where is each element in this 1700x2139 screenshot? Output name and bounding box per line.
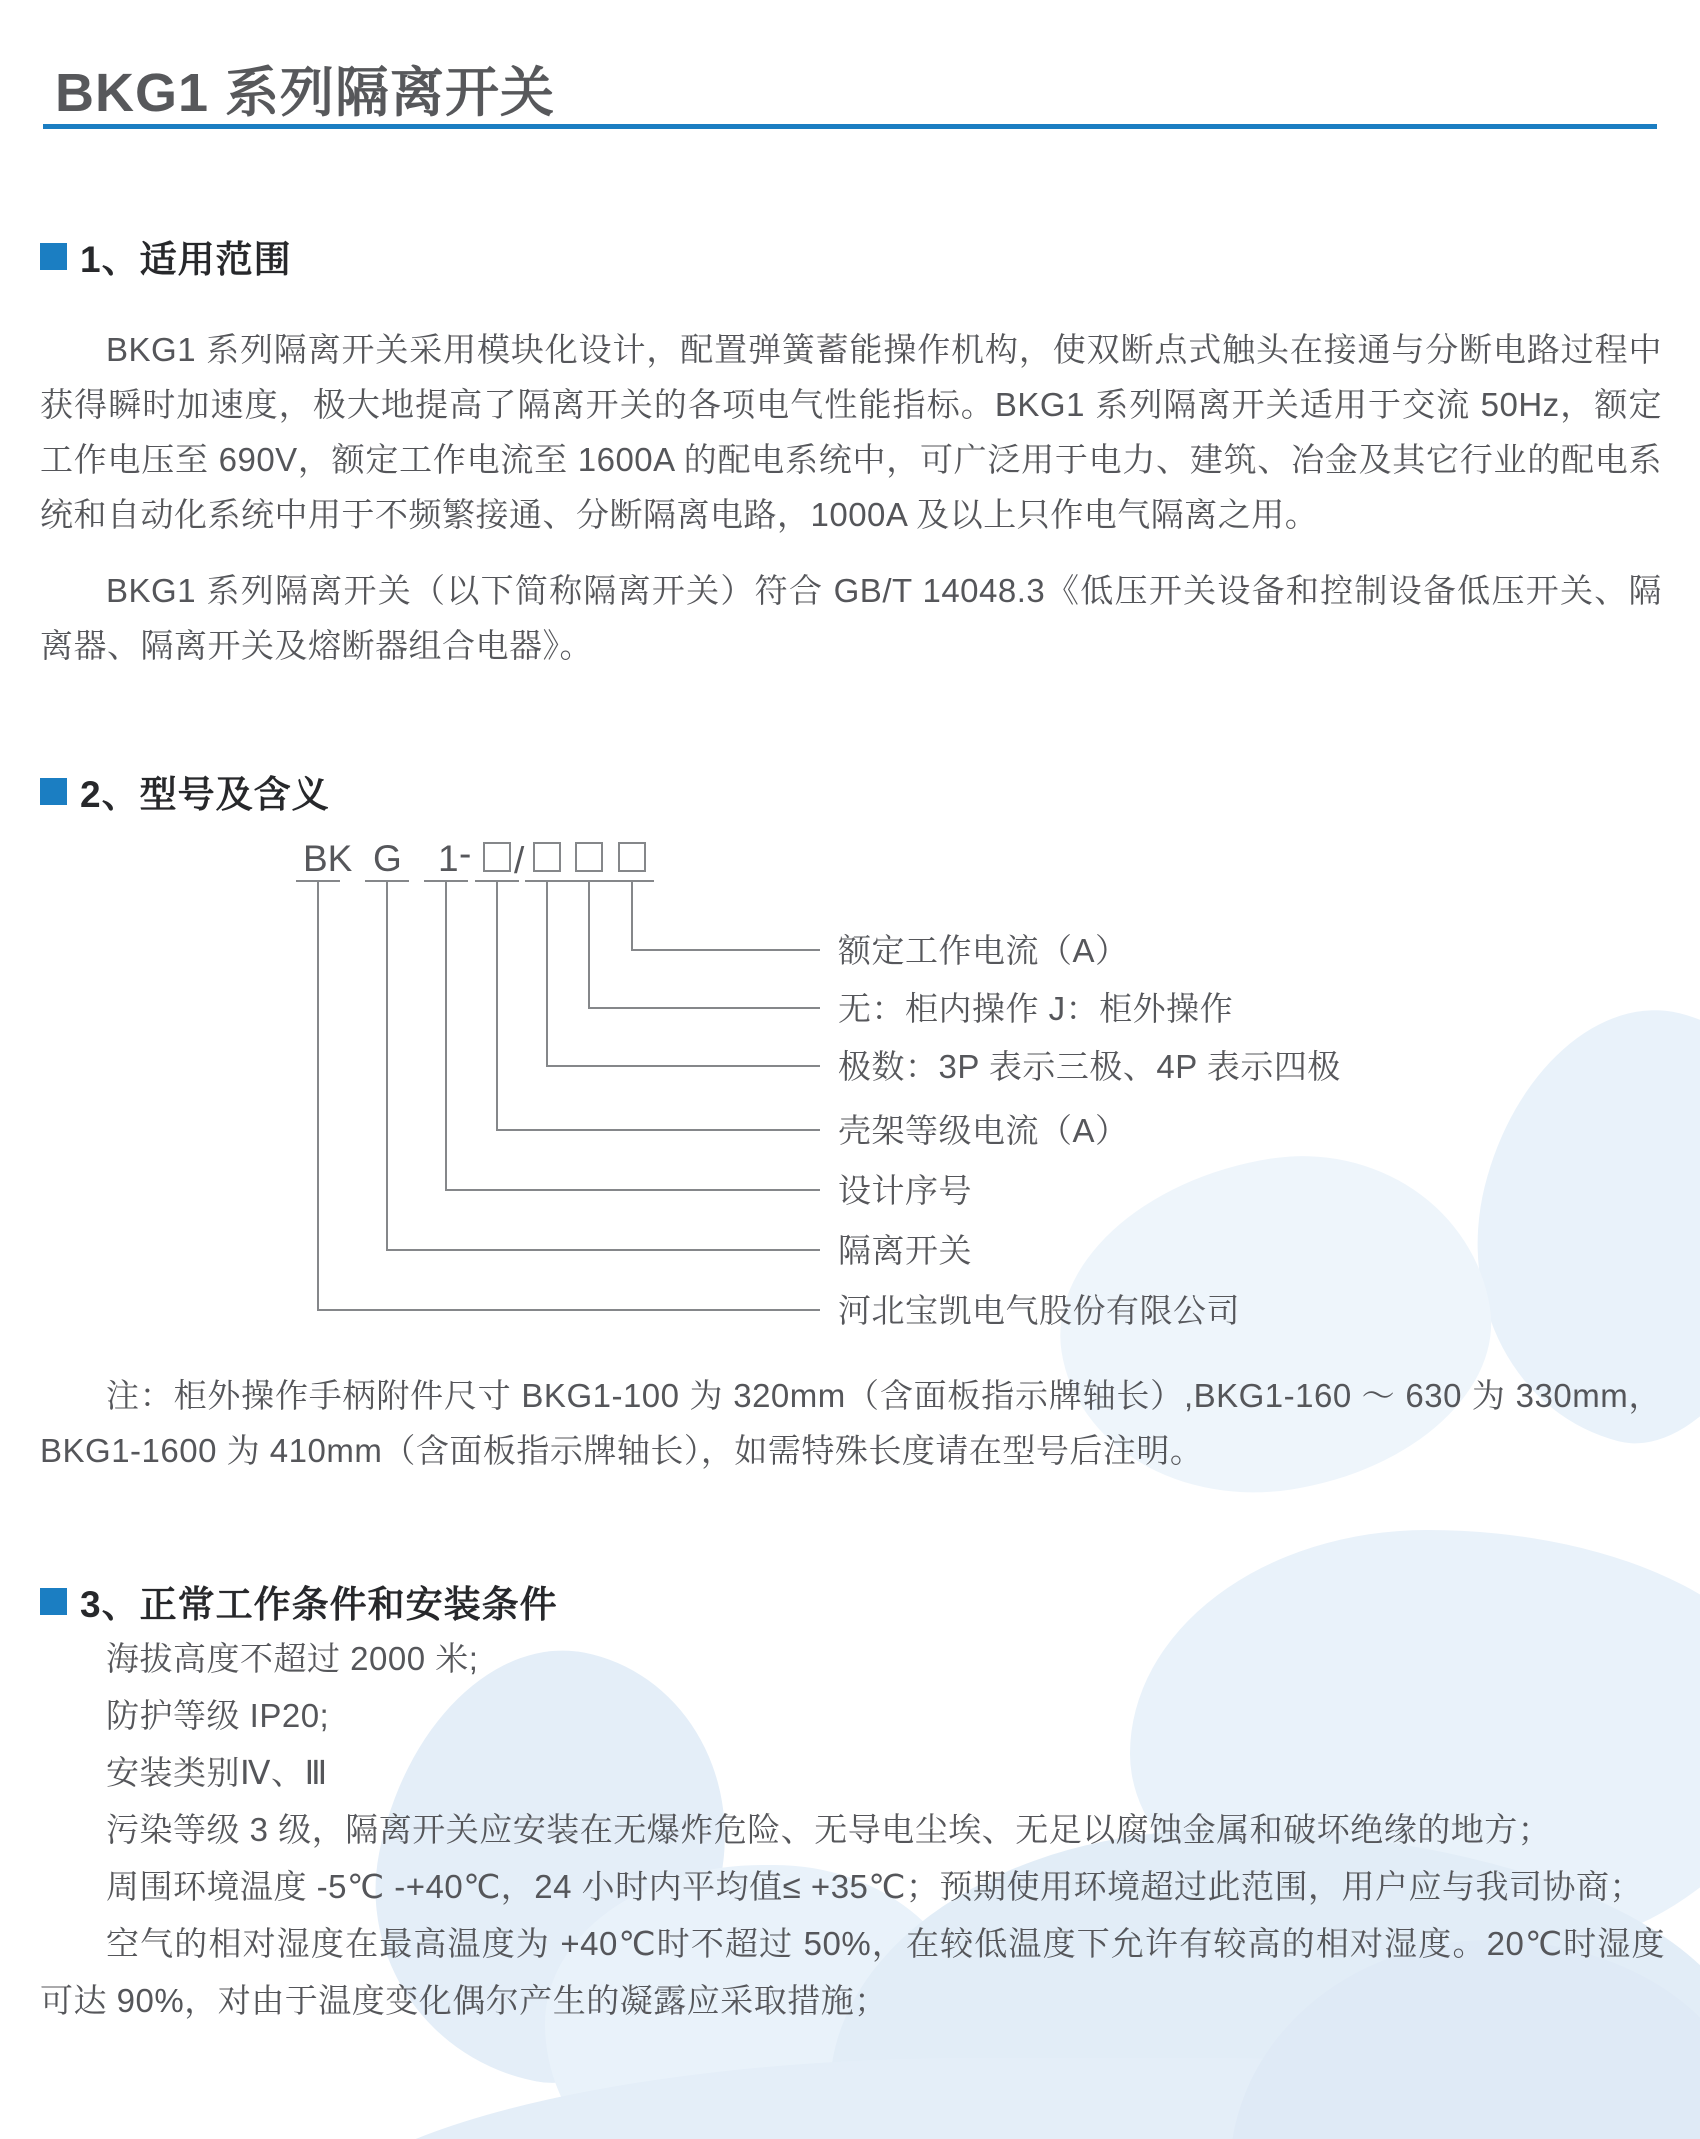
model-placeholder-box — [484, 843, 510, 871]
condition-item-installation-category: 安装类别Ⅳ、Ⅲ — [106, 1754, 328, 1791]
diagram-label-switch-type: 隔离开关 — [838, 1232, 972, 1269]
applicability-paragraph-2: BKG1 系列隔离开关（以下简称隔离开关）符合 GB/T 14048.3《低压开关设备和控制设备低压开关、隔离器、隔离开关及熔断器组合电器》。 — [40, 572, 1662, 664]
working-conditions-list — [40, 1630, 1665, 2029]
page-title: BKG1 系列隔离开关 — [55, 63, 556, 123]
model-part-dash: - — [459, 833, 472, 874]
model-placeholder-box — [534, 843, 560, 871]
diagram-label-design-serial: 设计序号 — [838, 1172, 972, 1209]
connector-line — [632, 881, 820, 950]
diagram-label-company: 河北宝凯电气股份有限公司 — [838, 1292, 1240, 1329]
diagram-label-poles: 极数：3P 表示三极、4P 表示四极 — [838, 1048, 1341, 1085]
connector-line — [547, 881, 820, 1066]
section3-heading-label: 3、正常工作条件和安装条件 — [80, 1584, 558, 1625]
model-note-paragraph: 注：柜外操作手柄附件尺寸 BKG1-100 为 320mm（含面板指示牌轴长）,BKG1-160 ～ 630 为 330mm，BKG1-1600 为 410mm（含面板指示牌轴长），如需特殊长度请在型号后注明。 — [40, 1377, 1662, 1469]
section1-heading-label: 1、适用范围 — [80, 239, 292, 280]
connector-line — [589, 881, 820, 1008]
section2-heading-label: 2、型号及含义 — [80, 774, 330, 815]
model-part-g: G — [373, 838, 402, 879]
model-part-bk: BK — [303, 838, 353, 879]
condition-item-altitude: 海拔高度不超过 2000 米; — [106, 1640, 479, 1677]
model-placeholder-box — [576, 843, 602, 871]
connector-line — [318, 881, 820, 1310]
diagram-label-operation-type: 无：柜内操作 J：柜外操作 — [838, 990, 1234, 1027]
applicability-paragraph-1: BKG1 系列隔离开关采用模块化设计，配置弹簧蓄能操作机构，使双断点式触头在接通与分断电路过程中获得瞬时加速度，极大地提高了隔离开关的各项电气性能指标。BKG1 系列隔离开关适用于交流 50Hz，额定工作电压至 690V，额定工作电流至 1600A 的配电系统中，可广泛用于电力、建筑、冶金及其它行业的配电系统和自动化系统中用于不频繁接通、分断隔离电路，1000A 及以上只作电气隔离之用。 — [40, 331, 1662, 533]
condition-item-temperature: 周围环境温度 -5℃ -+40℃，24 小时内平均值≤ +35℃；预期使用环境超过此范围，用户应与我司协商； — [106, 1868, 1643, 1905]
diagram-label-frame-current: 壳架等级电流（A） — [838, 1112, 1129, 1149]
condition-item-pollution: 污染等级 3 级，隔离开关应安装在无爆炸危险、无导电尘埃、无足以腐蚀金属和破坏绝缘的地方； — [106, 1811, 1552, 1848]
connector-line — [497, 881, 820, 1130]
diagram-label-rated-current: 额定工作电流（A） — [838, 932, 1129, 969]
condition-item-protection: 防护等级 IP20; — [106, 1697, 330, 1734]
condition-item-humidity: 空气的相对湿度在最高温度为 +40℃时不超过 50%，在较低温度下允许有较高的相对湿度。20℃时湿度可达 90%，对由于温度变化偶尔产生的凝露应采取措施； — [40, 1925, 1665, 2019]
model-part-slash: / — [514, 840, 525, 881]
section-bullet-square — [40, 1588, 67, 1615]
model-part-1: 1 — [438, 838, 459, 879]
section3-heading — [40, 1574, 558, 1628]
model-placeholder-box — [619, 843, 645, 871]
